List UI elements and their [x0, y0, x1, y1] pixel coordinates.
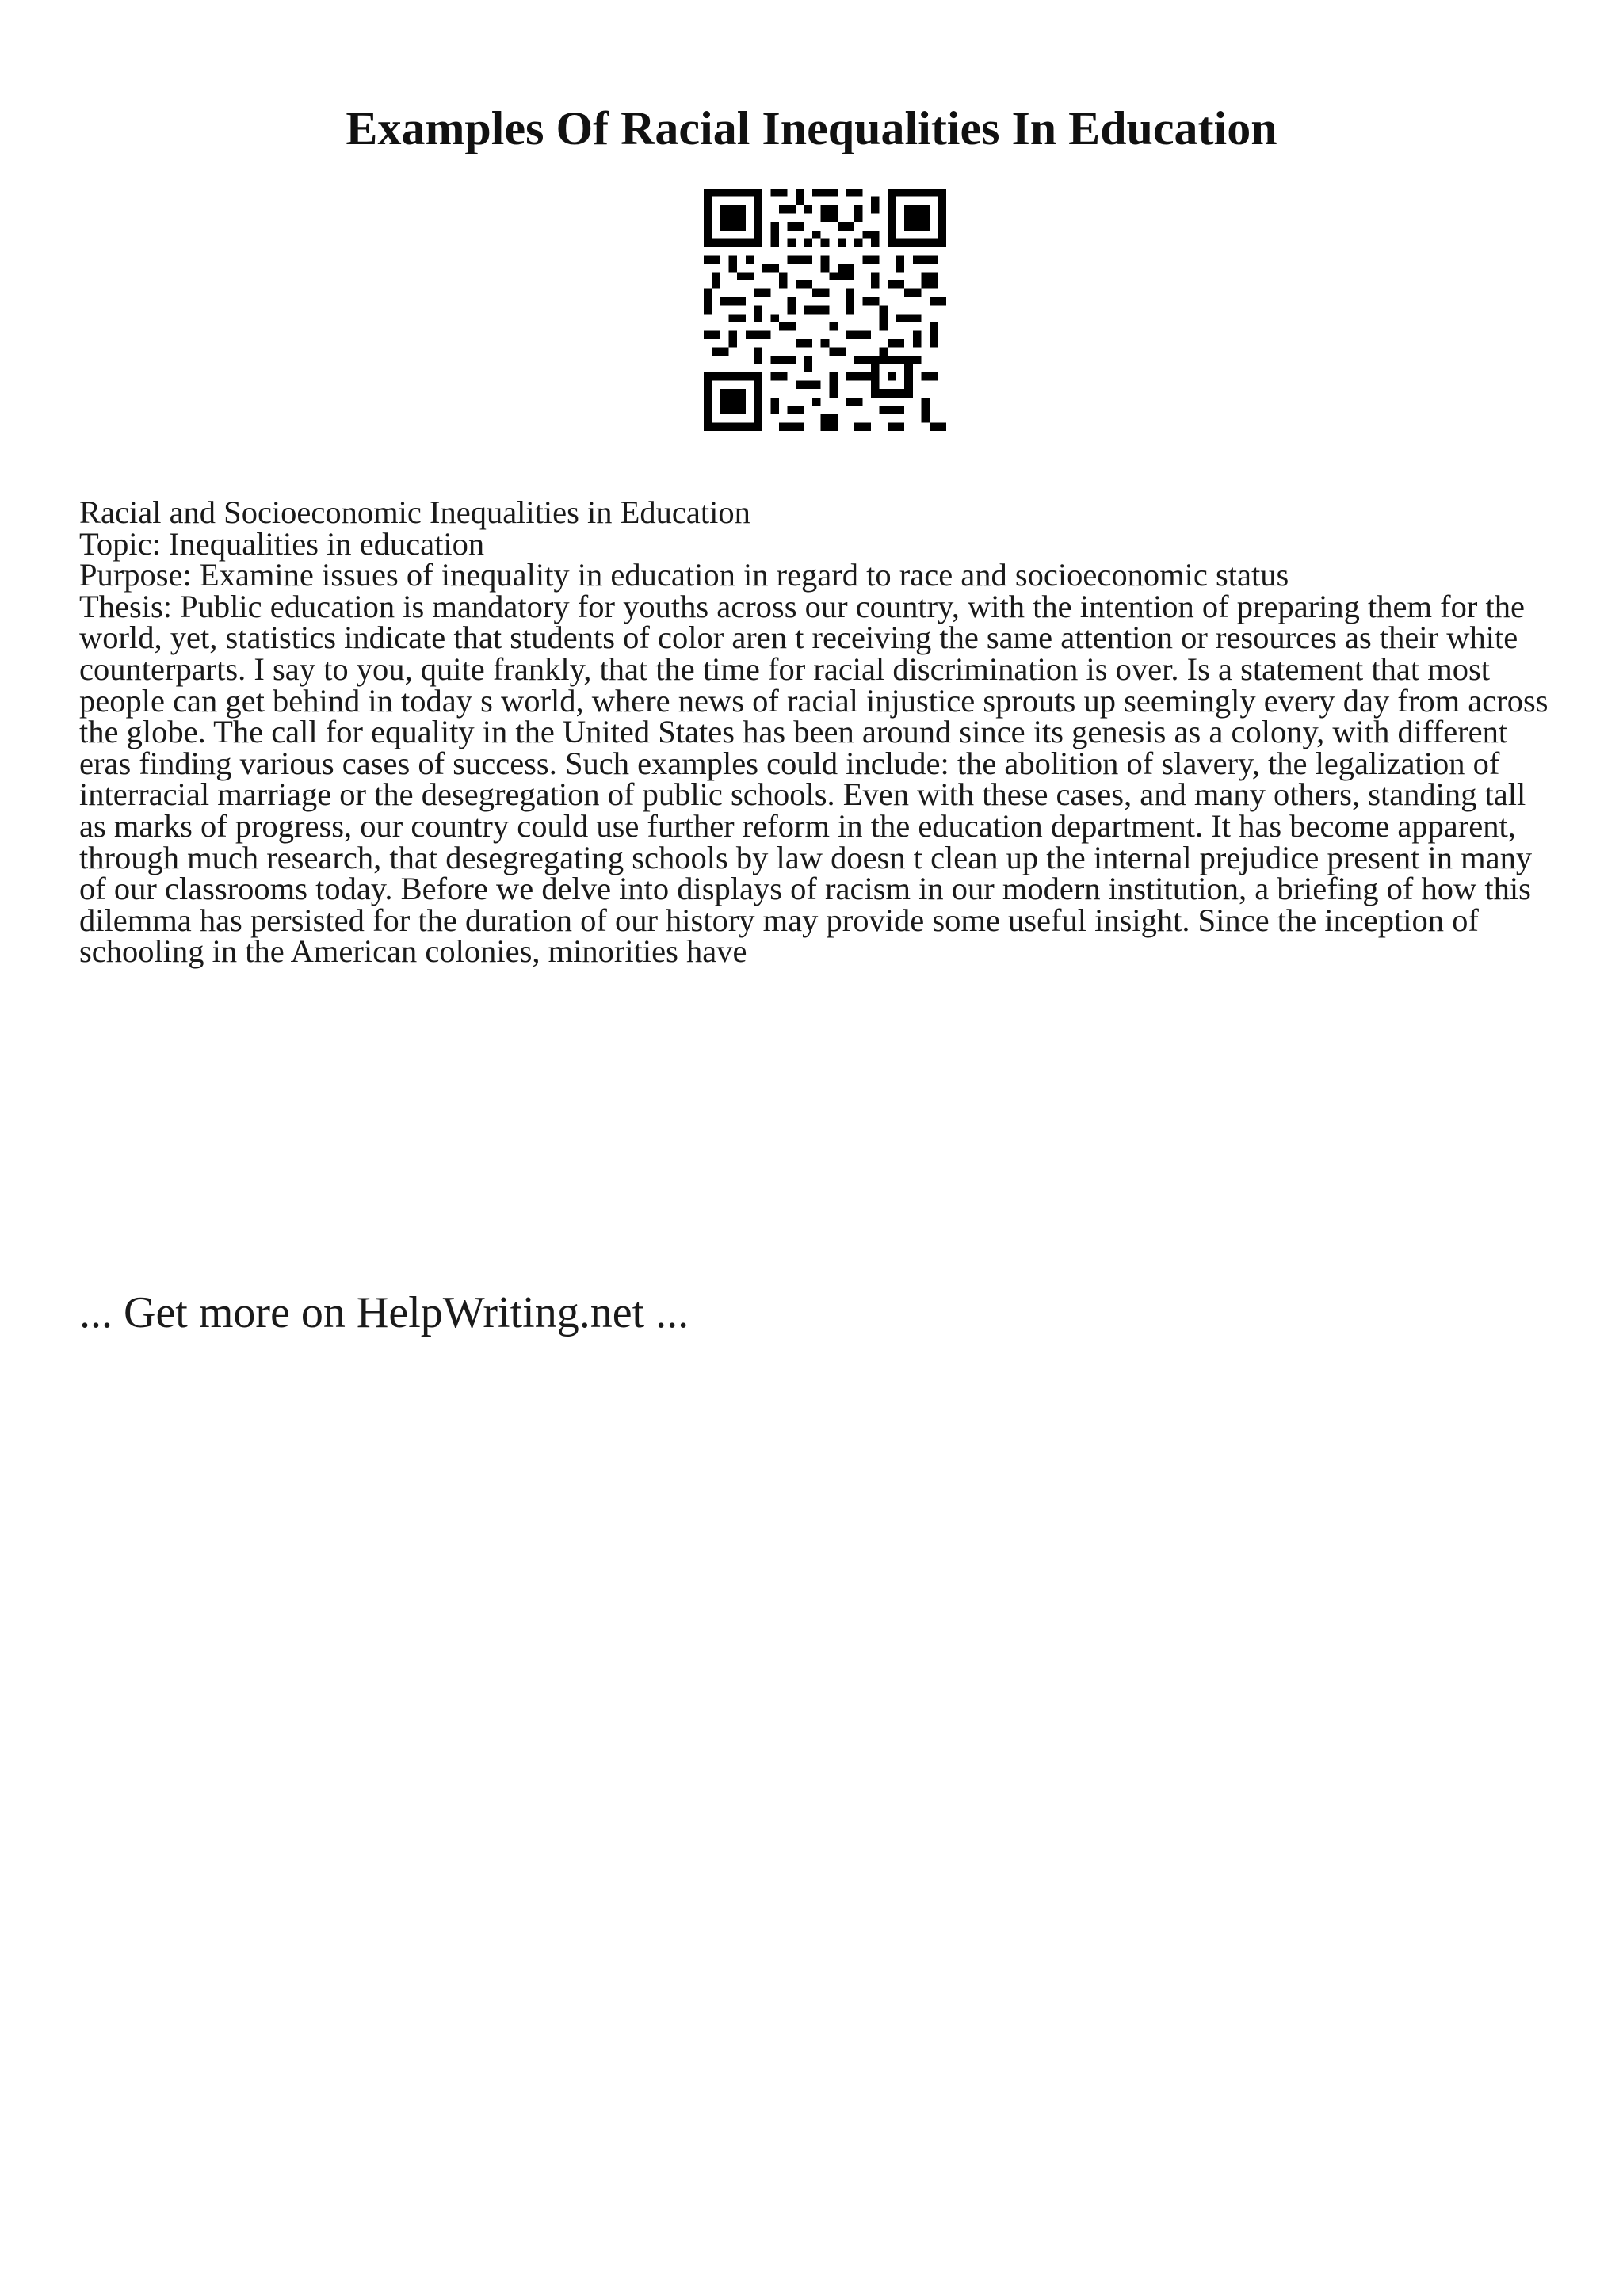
get-more-link[interactable]: ... Get more on HelpWriting.net ...: [79, 1288, 689, 1337]
purpose-line: Purpose: Examine issues of inequality in education in regard to race and socioeconomic status: [79, 557, 1289, 593]
thesis-paragraph: Thesis: Public education is mandatory for youths across our country, with the intention of preparing them for the world, yet, statistics indicate that students of color aren t receiving the same attention or resources as their white counterparts. I say to you, quite frankly, that the time for racial discrimination is over. Is a statement that most people can get behind in today s world, where news of racial injustice sprouts up seemingly every day from across the globe. The call for equality in the United States has been around since its genesis as a colony, with different eras finding various cases of success. Such examples could include: the abolition of slavery, the legalization of interracial marriage or the desegregation of public schools. Even with these cases, and many others, standing tall as marks of progress, our country could use further reform in the education department. It has become apparent, through much research, that desegregating schools by law doesn t clean up the internal prejudice present in many of our classrooms today. Before we delve into displays of racism in our modern institution, a briefing of how this dilemma has persisted for the duration of our history may provide some useful insight. Since the inception of schooling in the American colonies, minorities have: [79, 588, 1549, 970]
qr-code-graphic: [704, 189, 946, 431]
heading-line: Racial and Socioeconomic Inequalities in Education: [79, 494, 750, 530]
document-title: Examples Of Racial Inequalities In Education: [346, 102, 1277, 154]
document-body: [79, 494, 1553, 970]
topic-line: Topic: Inequalities in education: [79, 525, 485, 562]
qr-code-icon[interactable]: [704, 189, 946, 431]
